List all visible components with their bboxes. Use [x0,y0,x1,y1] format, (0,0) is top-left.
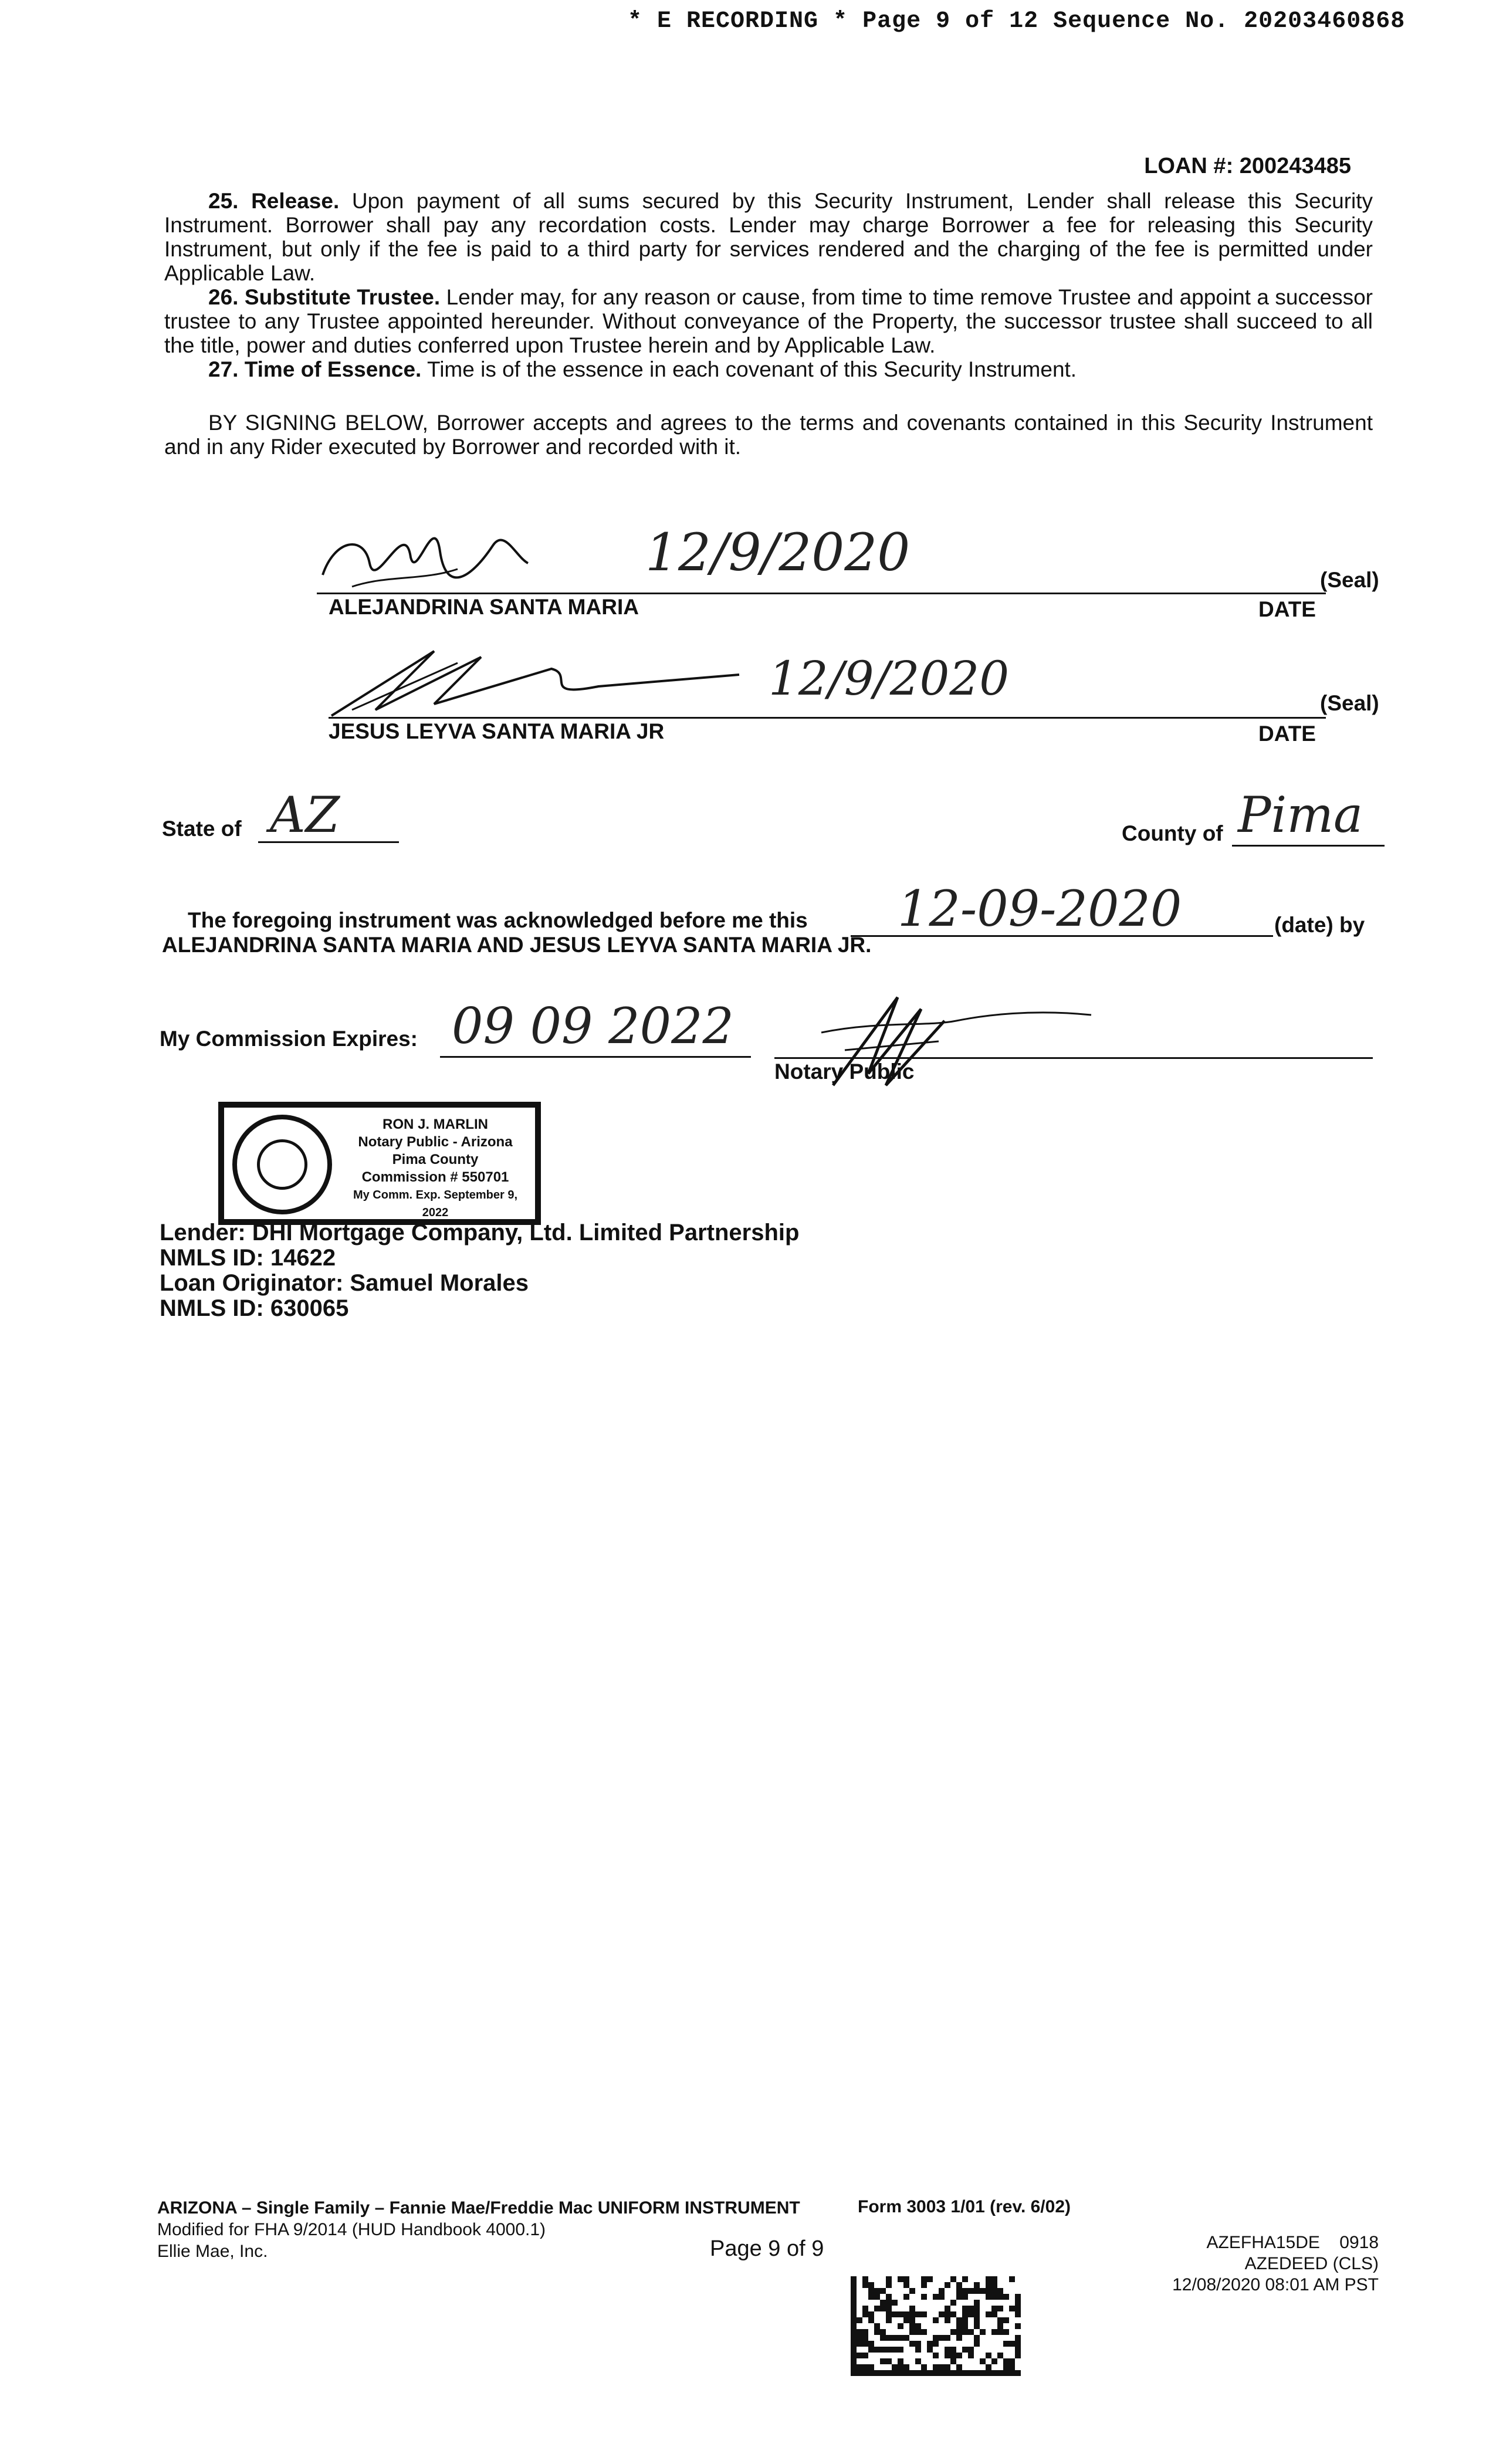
commission-line [440,1056,751,1058]
signature-2-date-label: DATE [1258,722,1316,746]
loan-originator: Loan Originator: Samuel Morales [160,1270,529,1296]
footer-right [1172,2232,1379,2296]
section-text: Time is of the essence in each covenant of this Security Instrument. [427,357,1077,381]
lender-name: Lender: DHI Mortgage Company, Ltd. Limited Partnership [160,1220,800,1245]
section-text: Lender may, for any reason or cause, from time to time remove Trustee and appoint a successor trustee to any Trustee appointed hereunder. Without conveyance of the Property, the successor trustee shall succeed to all the title, power and duties conferred upon Trustee herein and by Applicable Law. [164,285,1373,357]
state-value: AZ [270,786,340,844]
signature-1-date-label: DATE [1258,597,1316,621]
signature-1-seal: (Seal) [1320,568,1379,592]
commission-value: 09 09 2022 [452,997,734,1055]
stamp-line: My Comm. Exp. September 9, 2022 [353,1189,518,1219]
notary-stamp [218,1102,541,1225]
section-num: 26. [208,285,239,309]
county-value: Pima [1238,786,1363,844]
section-text: Upon payment of all sums secured by this Security Instrument, Lender shall release this Security Instrument. Borrower shall pay any recordation costs. Lender may charge Borrower a fee for releasing this Security Instrument, but only if the fee is paid to a third party for services rendered and the charging of the fee is permitted under Applicable Law. [164,189,1373,285]
section-title: Time of Essence. [244,357,422,381]
footer-deed: AZEDEED (CLS) [1244,2254,1379,2273]
date-by-label: (date) by [1274,913,1365,937]
acknowledgment-names: ALEJANDRINA SANTA MARIA AND JESUS LEYVA SANTA MARIA JR. [162,933,872,957]
lender-nmls: NMLS ID: 14622 [160,1245,336,1271]
signature-2-name: JESUS LEYVA SANTA MARIA JR [329,719,665,743]
stamp-line: Notary Public - Arizona [358,1134,513,1150]
footer-timestamp: 12/08/2020 08:01 AM PST [1172,2275,1379,2294]
signature-scribble-icon [329,639,751,722]
loan-number [1144,154,1351,179]
barcode-icon [851,2276,1021,2376]
state-seal-icon [232,1115,332,1214]
footer-left [157,2197,800,2262]
footer-modified: Modified for FHA 9/2014 (HUD Handbook 4000.1) [157,2220,546,2239]
stamp-line: Commission # 550701 [361,1169,509,1185]
footer-code: AZEFHA15DE 0918 [1206,2233,1379,2252]
by-signing-text: BY SIGNING BELOW, Borrower accepts and agrees to the terms and covenants contained in this Security Instrument and in any Rider executed by Borrower and recorded with it. [164,411,1373,459]
covenants [164,189,1373,381]
acknowledgment-text: The foregoing instrument was acknowledged before me this [188,908,808,932]
footer-page-number: Page 9 of 9 [710,2236,824,2261]
section-num: 25. [208,189,239,213]
signature-2-handwritten-date: 12/9/2020 [769,651,1010,706]
barcode-graphic [851,2276,1021,2376]
loan-value: 200243485 [1239,154,1351,178]
county-label: County of [1122,821,1223,845]
notary-signature-line [774,1057,1373,1059]
stamp-text [339,1116,532,1221]
signature-2-seal: (Seal) [1320,691,1379,715]
signature-1-line [317,593,1326,594]
commission-label: My Commission Expires: [160,1027,418,1051]
signature-1-name: ALEJANDRINA SANTA MARIA [329,595,639,619]
footer-company: Ellie Mae, Inc. [157,2242,268,2261]
recording-header: * E RECORDING * Page 9 of 12 Sequence No. 20203460868 [628,8,1406,35]
section-title: Release. [251,189,340,213]
stamp-line: Pima County [392,1152,479,1167]
county-line [1232,845,1385,847]
signature-2-line [329,717,1326,719]
acknowledgment-date: 12-09-2020 [898,880,1182,937]
section-27 [164,357,1373,381]
acknowledgment-date-line [851,935,1273,937]
footer-instrument: ARIZONA – Single Family – Fannie Mae/Freddie Mac UNIFORM INSTRUMENT [157,2198,800,2218]
by-signing-paragraph [164,411,1373,459]
section-num: 27. [208,357,239,381]
state-label: State of [162,817,242,841]
footer-form-number: Form 3003 1/01 (rev. 6/02) [858,2197,1071,2216]
signature-1-scribble [317,505,534,593]
state-line [258,841,399,843]
signature-scribble-icon [317,505,534,593]
section-title: Substitute Trustee. [244,285,441,309]
signature-1-handwritten-date: 12/9/2020 [645,522,911,583]
notary-public-label: Notary Public [774,1060,915,1084]
lender-info [160,1220,799,1321]
loan-label: LOAN #: [1144,154,1234,178]
section-25 [164,189,1373,285]
section-26 [164,285,1373,357]
state-seal-inner [257,1139,307,1190]
originator-nmls: NMLS ID: 630065 [160,1295,349,1321]
stamp-line: RON J. MARLIN [383,1116,488,1132]
signature-2-scribble [329,639,751,722]
